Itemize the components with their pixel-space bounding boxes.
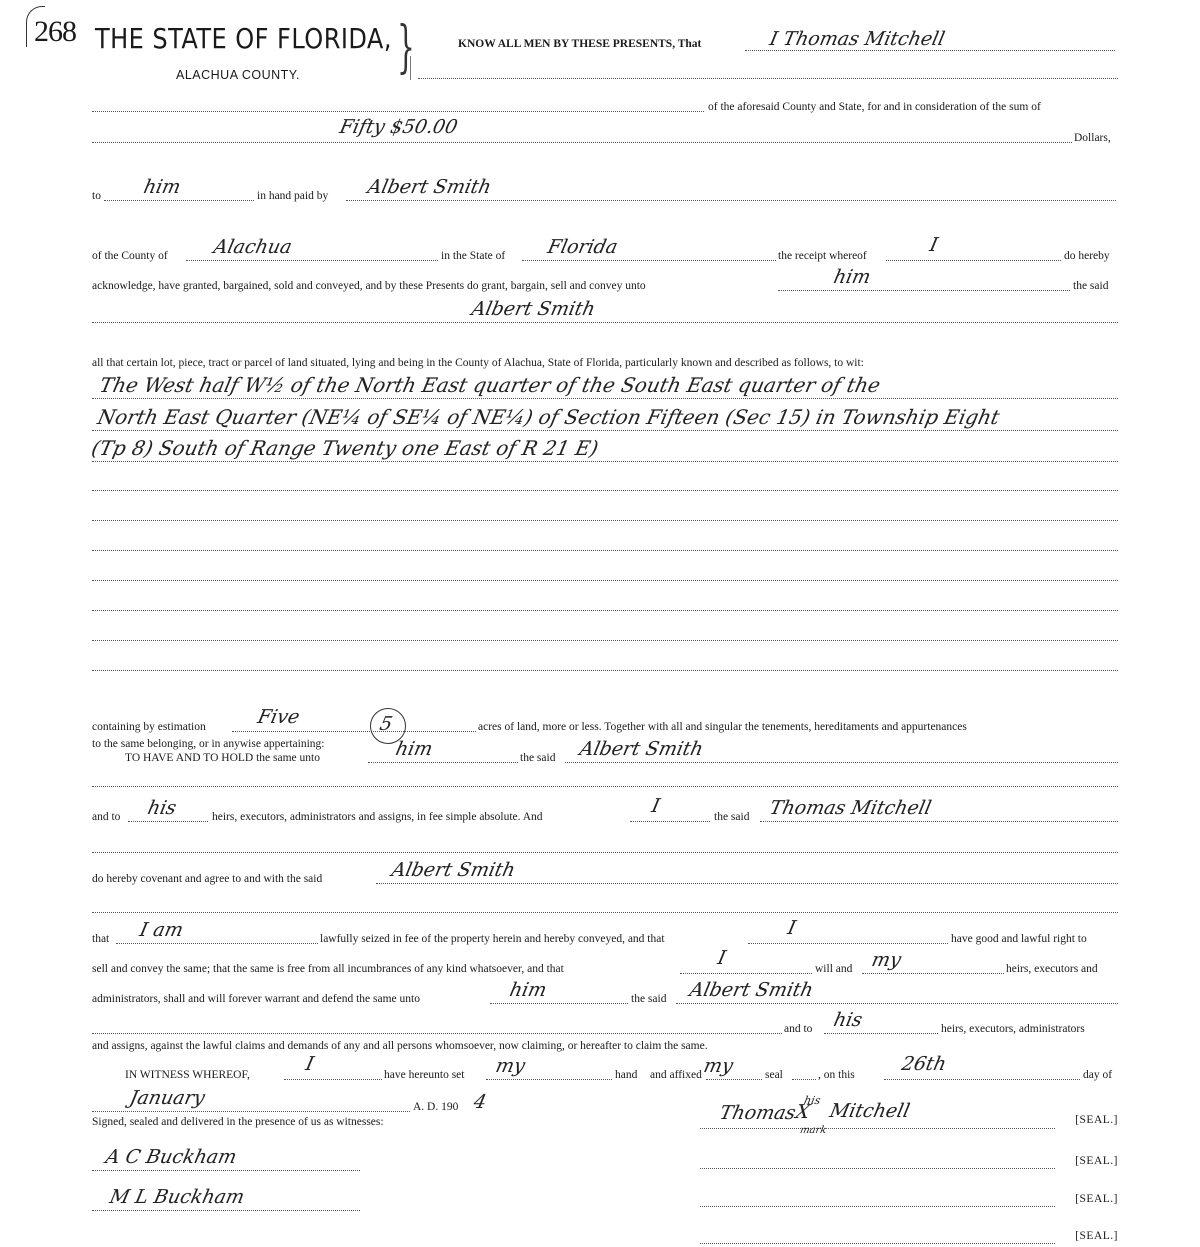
hw-sig-first: Thomas bbox=[717, 1102, 798, 1124]
line-grantor-intro bbox=[745, 50, 1115, 51]
line-said-grantee bbox=[565, 762, 1118, 763]
line-and-i bbox=[630, 821, 710, 822]
text-administrators: administrators, shall and will forever warrant and defend the same unto bbox=[92, 993, 420, 1005]
line-warrant-unto bbox=[490, 1003, 628, 1004]
line-desc-6 bbox=[92, 550, 1118, 551]
text-containing: containing by estimation bbox=[92, 721, 206, 733]
hw-paid-by: Albert Smith bbox=[365, 176, 494, 198]
hw-amount: Fifty $50.00 bbox=[337, 116, 460, 138]
hw-witness-1: A C Buckham bbox=[103, 1146, 239, 1168]
text-and-affixed: and affixed bbox=[650, 1069, 702, 1081]
hw-witness-2: M L Buckham bbox=[107, 1186, 247, 1208]
text-to: to bbox=[92, 190, 101, 202]
line-desc-4 bbox=[92, 490, 1118, 491]
line-sig-1 bbox=[700, 1128, 1055, 1129]
line-and-to bbox=[128, 821, 208, 822]
hw-grantor-intro: I Thomas Mitchell bbox=[767, 28, 947, 50]
text-in-witness: IN WITNESS WHEREOF, bbox=[125, 1069, 250, 1081]
hw-and-to: his bbox=[145, 797, 179, 819]
county-title: ALACHUA COUNTY. bbox=[176, 68, 300, 82]
hw-day: 26th bbox=[899, 1053, 949, 1075]
hw-desc-3: (Tp 8) South of Range Twenty one East of R 21 E) bbox=[89, 436, 601, 460]
hw-sig-mark-word: mark bbox=[798, 1125, 828, 1136]
text-acres: acres of land, more or less. Together with all and singular the tenements, hereditaments and appurtenances bbox=[478, 721, 967, 733]
line-and-to-cont bbox=[92, 852, 1118, 853]
text-covenant: do hereby covenant and agree to and with the said bbox=[92, 873, 323, 885]
line-convey-unto bbox=[778, 290, 1070, 291]
hw-witness-whereof: I bbox=[303, 1053, 316, 1075]
line-sig-3 bbox=[700, 1206, 1055, 1207]
text-dollars: Dollars, bbox=[1074, 132, 1111, 144]
text-in-state: in the State of bbox=[441, 250, 506, 262]
hw-desc-1: The West half W½ of the North East quarter of the South East quarter of the bbox=[97, 373, 883, 397]
hw-have-unto: him bbox=[393, 738, 435, 760]
line-sig-4 bbox=[700, 1243, 1055, 1244]
line-witness-1 bbox=[92, 1170, 360, 1171]
line-desc-7 bbox=[92, 580, 1118, 581]
seal-4: [SEAL.] bbox=[1075, 1230, 1118, 1242]
text-on-this: , on this bbox=[818, 1069, 855, 1081]
line-witness-2 bbox=[92, 1210, 360, 1211]
hw-warrant-said: Albert Smith bbox=[687, 979, 816, 1001]
line-said-grantor bbox=[760, 821, 1118, 822]
state-title: THE STATE OF FLORIDA, bbox=[95, 22, 392, 55]
text-ad: A. D. 190 bbox=[413, 1101, 459, 1113]
brace: } bbox=[397, 15, 415, 80]
line-county bbox=[186, 260, 438, 261]
text-sell-convey: sell and convey the same; that the same is free from all incumbrances of any kind whatsoever, and that bbox=[92, 963, 564, 975]
line-covenant bbox=[376, 883, 1118, 884]
line-to bbox=[104, 200, 254, 201]
line-desc-1 bbox=[92, 398, 1118, 399]
hw-covenant-with: Albert Smith bbox=[389, 859, 518, 881]
line-sell-that bbox=[680, 973, 812, 974]
text-acknowledge: acknowledge, have granted, bargained, sold and conveyed, and by these Presents do grant, bargain, sell and convey unto bbox=[92, 280, 646, 292]
text-heirs-exec: heirs, executors and bbox=[1006, 963, 1098, 975]
hw-and-to2: his bbox=[831, 1009, 865, 1031]
line-desc-2 bbox=[92, 430, 1118, 431]
hw-sig-his: his bbox=[802, 1094, 822, 1107]
hw-grantee: Albert Smith bbox=[469, 298, 598, 320]
text-the-said3: the said bbox=[631, 993, 667, 1005]
hw-and-i: I bbox=[649, 795, 662, 817]
line-set bbox=[486, 1079, 612, 1080]
hw-warrant-unto: him bbox=[507, 979, 549, 1001]
hw-state: Florida bbox=[545, 236, 620, 258]
hw-county: Alachua bbox=[211, 236, 294, 258]
text-hand: hand bbox=[615, 1069, 638, 1081]
text-signed: Signed, sealed and delivered in the presence of us as witnesses: bbox=[92, 1116, 384, 1128]
text-day-of: day of bbox=[1083, 1069, 1113, 1081]
line-desc-10 bbox=[92, 670, 1118, 671]
text-said: the said bbox=[520, 752, 556, 764]
hw-said-grantee: Albert Smith bbox=[577, 738, 706, 760]
text-heirs-fee: heirs, executors, administrators and assigns, in fee simple absolute. And bbox=[212, 811, 543, 823]
text-heirs-exec2: heirs, executors, administrators bbox=[941, 1023, 1085, 1035]
line-and-that bbox=[748, 943, 948, 944]
hw-sig-mark: X bbox=[793, 1101, 812, 1123]
text-aforesaid: of the aforesaid County and State, for and in consideration of the sum of bbox=[708, 101, 1041, 113]
line-covenant-cont bbox=[92, 912, 1118, 913]
text-of-county: of the County of bbox=[92, 250, 168, 262]
line-desc-5 bbox=[92, 520, 1118, 521]
hw-desc-2: North East Quarter (NE¼ of SE¼ of NE¼) of Section Fifteen (Sec 15) in Township Eight bbox=[95, 405, 1002, 429]
text-in-hand: in hand paid by bbox=[257, 190, 329, 202]
line-affixed bbox=[706, 1079, 762, 1080]
hw-year: 4 bbox=[471, 1091, 489, 1113]
text-same-belonging: to the same belonging, or in anywise appertaining: bbox=[92, 738, 325, 750]
line-amount bbox=[92, 142, 1072, 143]
line-and-to2 bbox=[824, 1033, 938, 1034]
line-warrant-said bbox=[676, 1003, 1118, 1004]
text-and-assigns: and assigns, against the lawful claims and demands of any and all persons whomsoever, now claiming, or hereafter to claim the same. bbox=[92, 1040, 708, 1052]
hw-that: I am bbox=[137, 919, 186, 941]
line-seal bbox=[792, 1079, 816, 1080]
line-will-and bbox=[862, 973, 1004, 974]
hw-acres-words: Five bbox=[255, 706, 302, 728]
hw-acres-num: 5 bbox=[377, 713, 395, 735]
hw-will-and: my bbox=[869, 949, 904, 971]
text-all-that: all that certain lot, piece, tract or parcel of land situated, lying and being in the County of Alachua, State of Florida, particularly known and described as follows, to wit: bbox=[92, 357, 864, 369]
text-seal: seal bbox=[765, 1069, 783, 1081]
line-desc-3 bbox=[92, 461, 1118, 462]
line-day bbox=[884, 1079, 1080, 1080]
hw-said-grantor: Thomas Mitchell bbox=[767, 797, 934, 819]
text-to-have: TO HAVE AND TO HOLD the same unto bbox=[125, 752, 320, 764]
line-and-to2-pre bbox=[92, 1033, 782, 1034]
line-month bbox=[92, 1111, 410, 1112]
line-witness-whereof bbox=[284, 1079, 382, 1080]
line-desc-9 bbox=[92, 640, 1118, 641]
line-state bbox=[522, 260, 776, 261]
seal-2: [SEAL.] bbox=[1075, 1155, 1118, 1167]
text-receipt: the receipt whereof bbox=[778, 250, 867, 262]
text-will-and: will and bbox=[815, 963, 853, 975]
text-that: that bbox=[92, 933, 110, 945]
hw-convey-unto: him bbox=[831, 266, 873, 288]
line-sig-2 bbox=[700, 1168, 1055, 1169]
text-lawfully: lawfully seized in fee of the property herein and hereby conveyed, and that bbox=[320, 933, 665, 945]
page-number: 268 bbox=[34, 15, 76, 48]
line-desc-8 bbox=[92, 610, 1118, 611]
line-have-unto bbox=[368, 762, 518, 763]
line-grantor-cont bbox=[418, 78, 1118, 79]
brace-tail bbox=[410, 56, 411, 80]
hw-set: my bbox=[493, 1055, 528, 1077]
know-all-men: KNOW ALL MEN BY THESE PRESENTS, That bbox=[458, 38, 702, 50]
line-grantee bbox=[92, 322, 1118, 323]
seal-1: [SEAL.] bbox=[1075, 1114, 1118, 1126]
text-good-right: have good and lawful right to bbox=[951, 933, 1087, 945]
text-have-hereunto: have hereunto set bbox=[384, 1069, 465, 1081]
line-that bbox=[116, 943, 318, 944]
text-and-to: and to bbox=[92, 811, 121, 823]
line-have-cont bbox=[92, 786, 1118, 787]
line-receipt bbox=[886, 260, 1061, 261]
hw-month: January bbox=[127, 1087, 207, 1109]
hw-to: him bbox=[141, 176, 183, 198]
seal-3: [SEAL.] bbox=[1075, 1193, 1118, 1205]
line-paid-by bbox=[346, 200, 1116, 201]
text-do-hereby: do hereby bbox=[1064, 250, 1110, 262]
hw-receipt: I bbox=[927, 234, 940, 256]
hw-affixed: my bbox=[701, 1055, 736, 1077]
text-the-said: the said bbox=[1073, 280, 1109, 292]
line-aforesaid bbox=[92, 111, 704, 112]
text-and-to2: and to bbox=[784, 1023, 813, 1035]
line-acres bbox=[232, 731, 476, 732]
text-the-said2: the said bbox=[714, 811, 750, 823]
hw-sell-that: I bbox=[715, 947, 728, 969]
hw-sig-last: Mitchell bbox=[827, 1100, 912, 1122]
hw-and-that: I bbox=[785, 917, 798, 939]
